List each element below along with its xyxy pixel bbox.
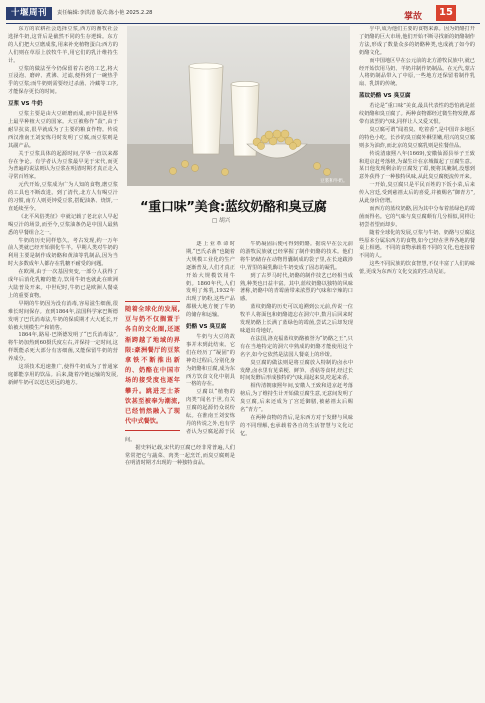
paragraph: 随着全球化的发展,豆浆与牛奶、奶酪与豆腐这些原本分属东西方的食物,如今已经在世界各地的餐桌上相遇。不同的食物承载着不同的文化,也连接着不同的人。 — [359, 229, 475, 260]
editors-line: 责任编辑:李洪清 版式:陈小艳 2025.2.28 — [57, 10, 153, 16]
paragraph: 关于豆浆具体的起源时间,学界一直以来都存在争论。有学者认为豆浆最早见于宋代,而更为普遍的说法则认为豆浆在明清时期才真正走入寻常百姓家。 — [8, 150, 118, 181]
column-3 — [240, 241, 353, 700]
paragraph: 这些不同民族的饮食智慧,不仅丰富了人们的味蕾,更成为东西方文化交流的生动见证。 — [359, 261, 475, 276]
column-2 — [125, 241, 235, 700]
paragraph: 牛奶的历史同样悠久。考古发现,约一万年前人类就已经开始驯化牛羊。早期人类对牛奶的利用主要是制作成奶酪和黄油等乳制品,因为当时大多数成年人都存在乳糖不耐受的问题。 — [8, 237, 118, 268]
paragraph: 元代开始,豆浆成为广为人知的食物,磨豆浆的工具也不断改进。到了清代,北方人有喝豆汁的习惯,南方人则更钟爱豆浆,搭配油条、烧饼,一直延续至今。 — [8, 182, 118, 212]
paragraph: 相传清朝康熙年间,安徽人王致和进京赶考落榜后,为了维持生计开始做豆腐生意,无意间发明了臭豆腐,后来还成为了宫廷御膳,被慈禧太后赐名“青方”。 — [240, 383, 353, 414]
paragraph: 在法国,洛克福蓝纹奶酪被誉为“奶酪之王”,只有在当地特定的洞穴中熟成的奶酪才能使用这个名字,如今它依然是法国人餐桌上的珍馐。 — [240, 335, 353, 358]
paragraph: 《北平风俗类征》中就记载了老北京人早起喝豆汁的场景,而至今,豆浆油条仍是中国人最熟悉的早餐组合之一。 — [8, 213, 118, 236]
paragraph: 到了古罗马时代,奶酪的制作技艺已经相当成熟,种类也日益丰富。其中,蓝纹奶酪以独特的风味著称,奶酪中的青霉菌带来浓烈的气味和辛辣的口感。 — [240, 272, 353, 303]
summary-box — [125, 301, 180, 431]
paragraph: 豆浆主要是由大豆研磨而成,而中国是世界上最早种植大豆的国家。大豆被称作“菽”,由于耐旱抗贫,很早就成为了主要的粮食作物。传说西汉淮南王刘安炼丹时发明了豆腐,而豆浆则是其副产品。 — [8, 111, 118, 149]
paragraph: 豆浆的做法至今仍保留着古老的工艺,将大豆浸泡、磨碎、煮沸、过滤,便得到了一碗热乎乎的豆浆;而牛奶则需要经过杀菌、冷藏等工序,才能保存更长的时间。 — [8, 65, 118, 96]
paragraph: 传说清康熙八年(1669),安徽仙源县举子王致和进京赶考落榜,为谋生计在京城做起了豆腐生意。某日他发现剩余的豆腐发了霉,便将其腌制,没想到意外获得了一种独特风味,从此臭豆腐便流传开来。 — [359, 150, 475, 181]
photo-caption: 豆浆和牛奶。 — [320, 179, 348, 184]
paragraph: 早期的牛奶因为没有消毒,容易滋生细菌,很难长时间保存。直到1864年,法国科学家巴斯德发明了巴氏消毒法,牛奶的保质期才大大延长,开始被大规模生产和销售。 — [8, 300, 118, 331]
paragraph: 若论是“重口味”美食,最具代表性的恐怕就是蓝纹奶酪和臭豆腐了。两种食物都经过微生物发酵,都带有浓烈的气味,同样让人又爱又恨。 — [359, 103, 475, 125]
paragraph: 牛奶与大豆的故事并未到此结束。它们在经历了“凝固”的神奇过程后,分别化身为奶酪和豆腐,成为东西方饮食文化中别具一格的存在。 — [186, 333, 235, 388]
paragraph: 乎中,成为他们主要的食物来源。因为奶酪打开了奶酪的巨大市场,他们开始不断寻找新的奶酪制作方法,形成了数量众多的奶酪种类,也成就了如今的奶酪文化。 — [359, 26, 475, 56]
paragraph: 据史料记载,宋代的豆腐已经非常普遍,人们常常把它与蔬菜、肉类一起烹饪,而臭豆腐则是在明清时期才出现的一种独特食品。 — [125, 444, 235, 467]
paragraph: 一开始,臭豆腐只是平民百姓的下饭小菜,后来传入宫廷,受到慈禧太后的喜爱,并被赐名“御青方”,从此身价倍增。 — [359, 182, 475, 205]
subheading: 豆浆 VS 牛奶 — [8, 101, 43, 108]
paragraph: 蓝纹奶酪的历史可以追溯到公元前,传说一位牧羊人将面包和奶酪遗忘在洞穴中,数月后回来时发现奶酪上长满了蓝绿色的霉菌,尝试之后却发现味道出奇地好。 — [240, 304, 353, 334]
section-name: 掌故 — [404, 12, 423, 22]
article-title: “重口味”美食:蓝纹奶酪和臭豆腐 — [140, 200, 327, 215]
photo-illustration — [127, 26, 350, 186]
summary-text: 随着全球化的发展,豆与奶不仅搁置于各自的文化圈,还逐渐跨越了地域的界限:豪洲餐厅的豆浆拿铁不断推出新的、奶酪在中国市场的接受度也逐年攀升。跳进芝士茶饮甚至被奉为潮流,已经悄然融入了现代中式餐饮。 — [125, 306, 180, 426]
soy-milk-photo — [127, 26, 350, 186]
byline: □ 胡兴 — [212, 218, 231, 224]
header-rule — [6, 23, 480, 24]
column-4 — [359, 26, 475, 700]
page-number: 15 — [436, 5, 456, 21]
subheading: 蓝纹奶酪 VS 臭豆腐 — [359, 93, 411, 100]
subheading: 奶酪 VS 臭豆腐 — [186, 324, 227, 331]
paragraph: 而西方的蓝纹奶酪,因为其中分布着蓝绿色的霉菌而得名。它的气味与臭豆腐颇有几分相似,同样让初尝者望而却步。 — [359, 205, 475, 228]
paragraph: 1864年,路易·巴斯德发明了“巴氏消毒法”,将牛奶加热到60摄氏度左右,并保持一定时间,这样既能杀死大部分有害细菌,又能保留牛奶的营养成分。 — [8, 332, 118, 363]
paragraph: 逐上业革命时期,“巴氏杀菌”也随着大规模工业化的生产逐渐普及,人们才真正开始大规模饮用牛奶。1860年代,人们发明了炼乳,1932年出现了奶粉,这些产品都极大地方便了牛奶的储存和运输。 — [186, 241, 235, 319]
paragraph: 臭豆腐可谓“闻着臭、吃着香”,是中国许多地区的特色小吃。长沙的臭豆腐外酥里嫩,绍兴的臭豆腐则多为油炸,而北京的臭豆腐乳则是佐餐佳品。 — [359, 126, 475, 149]
paragraph: 牛奶凝固后便可得到奶酪。据说早在公元前的游牧民族就已经掌握了制作奶酪的技术。他们将牛奶储存在动物胃囊制成的袋子里,在长途跋涉中,胃里的凝乳酶让牛奶变成了固态的凝乳。 — [240, 241, 353, 271]
paragraph: 这项技术迅速推广,使得牛奶成为了普通家庭都能享用的饮品。后来,随着冷链运输的发展,新鲜牛奶可以送达更远的地方。 — [8, 364, 118, 386]
paragraph: 东方的农耕社会选择豆浆,西方的畜牧社会选择牛奶,这背后是截然不同的生存逻辑。东方的人们把大豆磨成浆,用来补充植物蛋白;西方的人们则在草原上放牧牛羊,用它们的乳汁维持生计。 — [8, 26, 118, 64]
paragraph: 而中国地区早在公元前的北方游牧民族中,就已经开始饮用马奶、羊奶并制作奶制品。在元代,蒙古人将奶制品带入了中原,一些地方还保留着制作乳扇、乳饼的传统。 — [359, 57, 475, 88]
paragraph: 在两种食物的背后,是东西方对于发酵与风味的不同理解,也承载着各自的生活智慧与文化记忆。 — [240, 414, 353, 437]
masthead: 十堰周刊 — [6, 7, 52, 20]
paragraph: 臭豆腐的做法则是将豆腐放入特制的卤水中发酵,卤水里有苋菜梗、鲜笋、香菇等食材,经过长时间发酵后形成独特的气味,闻起来臭,吃起来香。 — [240, 359, 353, 382]
column-1 — [8, 26, 118, 700]
paragraph: 在欧洲,由于一次基因突变,一部分人获得了成年后消化乳糖的能力,饮用牛奶也就此在欧洲大陆普及开来。中世纪时,牛奶已是欧洲人餐桌上的重要食物。 — [8, 269, 118, 299]
paragraph: 豆腐以“植物的肉类”闻名于世,有关豆腐的起源仍众说纷纭。在淮南王刘安炼丹的传说之外,也有学者认为豆腐起源于民间。 — [125, 389, 235, 443]
